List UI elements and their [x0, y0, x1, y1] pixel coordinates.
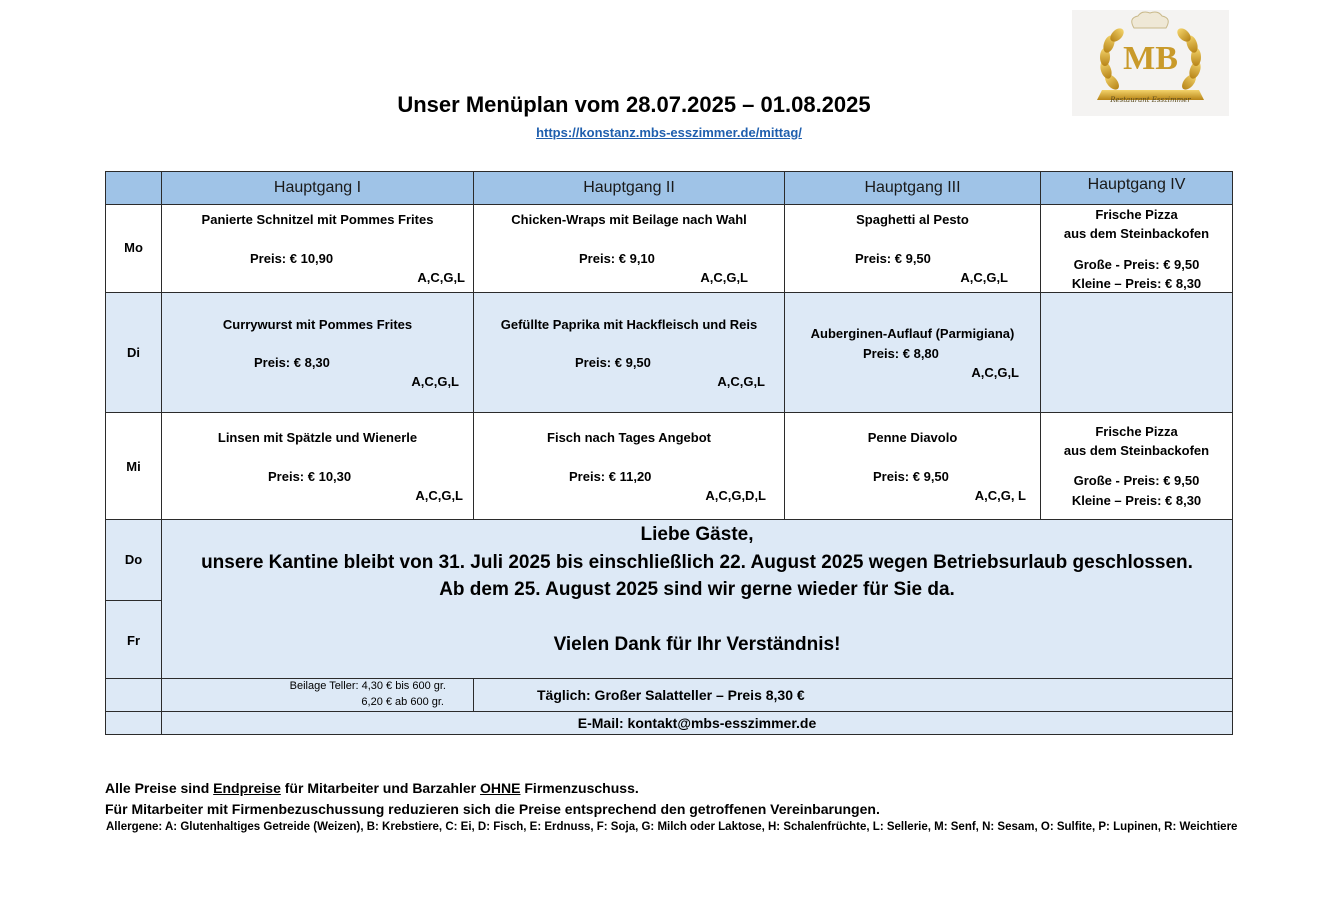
contact-email[interactable]: E-Mail: kontakt@mbs-esszimmer.de	[577, 715, 817, 731]
notice-greeting: Liebe Gäste,	[640, 524, 754, 545]
day-cell-do: Do	[105, 519, 162, 601]
menu-cell-mo-1	[161, 204, 474, 293]
dish-price: Preis: € 10,30	[268, 469, 352, 484]
page-title: Unser Menüplan vom 28.07.2025 – 01.08.2025	[397, 92, 871, 117]
dish-price: Preis: € 9,10	[579, 251, 655, 266]
menu-cell-mi-4	[1040, 412, 1233, 520]
dish-price: Preis: € 8,80	[863, 346, 939, 361]
pizza-subtitle: aus dem Steinbackofen	[1063, 443, 1210, 458]
dish-allergens: A,C,G,D,L	[705, 488, 766, 503]
dish-allergens: A,C,G,L	[417, 270, 465, 285]
email-cell	[161, 711, 1233, 735]
dish-name: Currywurst mit Pommes Frites	[222, 317, 413, 332]
dish-allergens: A,C,G,L	[700, 270, 748, 285]
menu-cell-mo-4	[1040, 204, 1233, 293]
email-label-cell	[105, 711, 162, 735]
menu-cell-mi-3	[784, 412, 1041, 520]
dish-name: Auberginen-Auflauf (Parmigiana)	[810, 326, 1015, 341]
subsidy-note: Für Mitarbeiter mit Firmenbezuschussung reduzieren sich die Preise entsprechend den getroffenen Vereinbarungen.	[105, 801, 880, 817]
dish-name: Penne Diavolo	[867, 430, 958, 445]
notice-reopen: Ab dem 25. August 2025 sind wir gerne wieder für Sie da.	[439, 579, 955, 600]
side-plate-price-2: 6,20 € ab 600 gr.	[361, 696, 444, 708]
dish-price: Preis: € 10,90	[250, 251, 334, 266]
pizza-price-small: Kleine – Preis: € 8,30	[1071, 276, 1202, 291]
pizza-title: Frische Pizza	[1095, 207, 1178, 222]
menu-link[interactable]: https://konstanz.mbs-esszimmer.de/mittag/	[536, 125, 802, 140]
dish-name: Fisch nach Tages Angebot	[547, 430, 711, 445]
closure-notice	[161, 519, 1233, 679]
notice-thanks: Vielen Dank für Ihr Verständnis!	[553, 634, 841, 655]
logo-script: Restaurant Esszimmer	[1110, 96, 1191, 104]
dish-name: Chicken-Wraps mit Beilage nach Wahl	[511, 212, 747, 227]
dish-name: Linsen mit Spätzle und Wienerle	[217, 430, 418, 445]
col-header-2: Hauptgang II	[473, 171, 785, 205]
dish-allergens: A,C,G,L	[971, 365, 1019, 380]
day-cell-mo: Mo	[105, 204, 162, 293]
menu-cell-mo-2	[473, 204, 785, 293]
restaurant-logo	[1072, 10, 1229, 116]
dish-name: Gefüllte Paprika mit Hackfleisch und Reis	[500, 317, 758, 332]
side-plate-price-1: Beilage Teller: 4,30 € bis 600 gr.	[289, 680, 446, 692]
dish-allergens: A,C,G,L	[960, 270, 1008, 285]
day-cell-di: Di	[105, 292, 162, 413]
menu-cell-di-1	[161, 292, 474, 413]
dish-price: Preis: € 9,50	[873, 469, 949, 484]
logo-letters: MB	[1123, 40, 1178, 77]
pizza-price-small: Kleine – Preis: € 8,30	[1071, 493, 1202, 508]
dish-allergens: A,C,G, L	[974, 488, 1026, 503]
dish-price: Preis: € 9,50	[855, 251, 931, 266]
day-cell-fr: Fr	[105, 600, 162, 679]
daily-salad: Täglich: Großer Salatteller – Preis 8,30 €	[537, 687, 805, 703]
pizza-title: Frische Pizza	[1095, 424, 1178, 439]
col-header-4: Hauptgang IV	[1040, 171, 1233, 205]
dish-allergens: A,C,G,L	[717, 374, 765, 389]
pizza-subtitle: aus dem Steinbackofen	[1063, 226, 1210, 241]
allergen-legend: Allergene: A: Glutenhaltiges Getreide (Weizen), B: Krebstiere, C: Ei, D: Fisch, E: Erdnuss, F: Soja, G: Milch oder Laktose, H: Schalenfrüchte, L: Sellerie, M: Senf, N: Sesam, O: Sulfite, P: Lupinen, R: Weichtiere	[106, 821, 1238, 833]
extras-label-cell	[105, 678, 162, 712]
dish-price: Preis: € 9,50	[575, 355, 651, 370]
menu-cell-mi-1	[161, 412, 474, 520]
dish-name: Panierte Schnitzel mit Pommes Frites	[201, 212, 434, 227]
dish-allergens: A,C,G,L	[411, 374, 459, 389]
pizza-price-large: Große - Preis: € 9,50	[1073, 473, 1200, 488]
notice-closure: unsere Kantine bleibt von 31. Juli 2025 bis einschließlich 22. August 2025 wegen Betriebsurlaub geschlossen.	[201, 552, 1193, 573]
menu-cell-di-4	[1040, 292, 1233, 413]
pizza-price-large: Große - Preis: € 9,50	[1073, 257, 1200, 272]
dish-name: Spaghetti al Pesto	[856, 212, 969, 227]
side-plate-cell	[161, 678, 474, 712]
header-corner	[105, 171, 162, 205]
salad-cell	[473, 678, 1233, 712]
dish-allergens: A,C,G,L	[415, 488, 463, 503]
price-note: Alle Preise sind Endpreise für Mitarbeiter und Barzahler OHNE Firmenzuschuss.	[105, 780, 639, 796]
col-header-3: Hauptgang III	[784, 171, 1041, 205]
menu-cell-mo-3	[784, 204, 1041, 293]
menu-cell-di-2	[473, 292, 785, 413]
dish-price: Preis: € 11,20	[569, 469, 652, 484]
day-cell-mi: Mi	[105, 412, 162, 520]
menu-cell-mi-2	[473, 412, 785, 520]
dish-price: Preis: € 8,30	[254, 355, 330, 370]
col-header-1: Hauptgang I	[161, 171, 474, 205]
menu-cell-di-3	[784, 292, 1041, 413]
